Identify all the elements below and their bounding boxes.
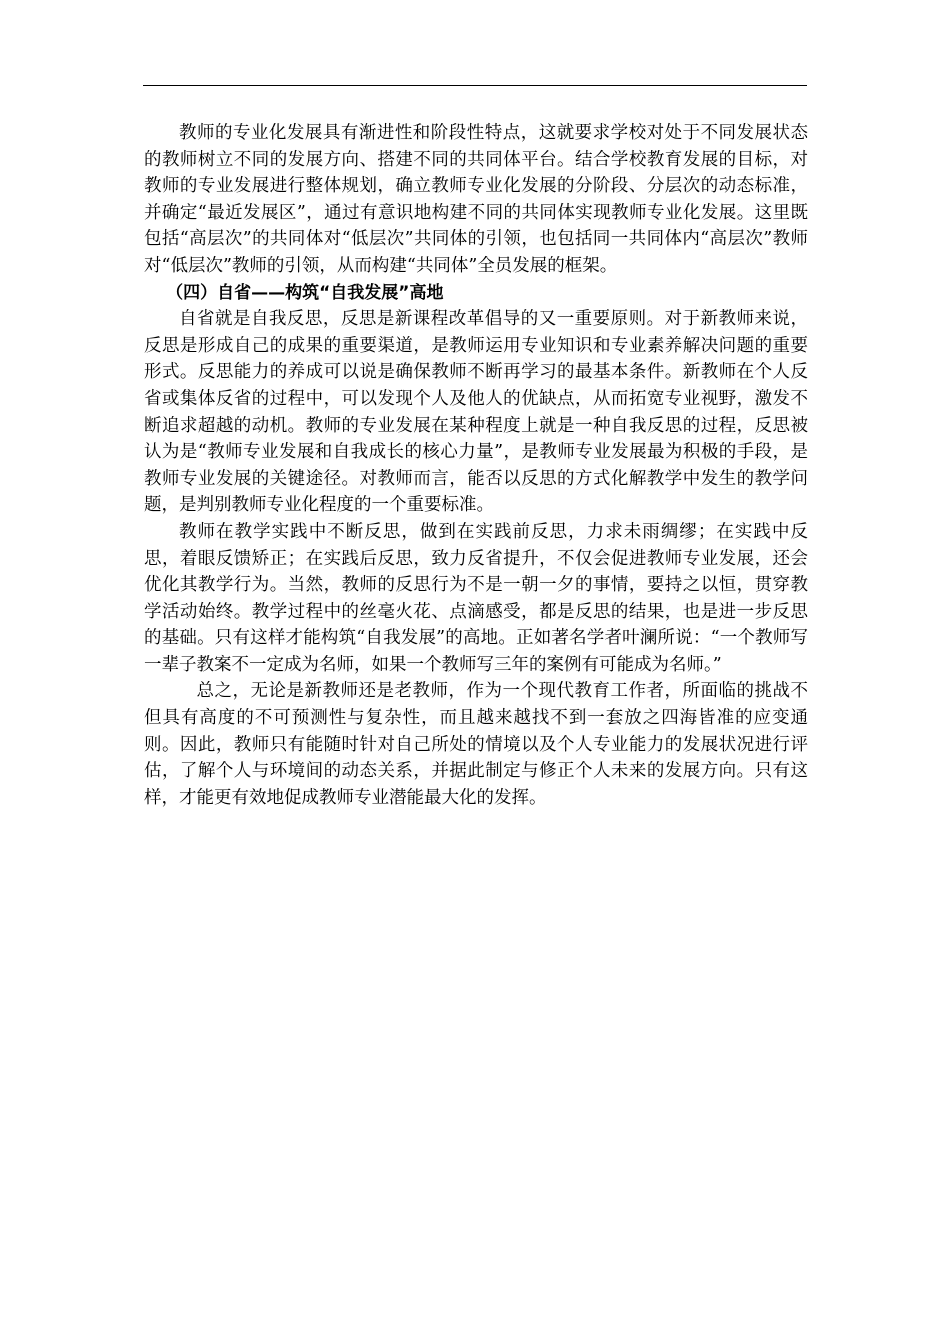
paragraph-conclusion: 总之，无论是新教师还是老教师，作为一个现代教育工作者，所面临的挑战不但具有高度的不可预测性与复杂性，而且越来越找不到一套放之四海皆准的应变通则。因此，教师只有能随时针对自己所处的情境以及个人专业能力的发展状况进行评估，了解个人与环境间的动态关系，并据此制定与修正个人未来的发展方向。只有这样，才能更有效地促成教师专业潜能最大化的发挥。 xyxy=(144,681,808,808)
document-body xyxy=(144,120,808,811)
paragraph-self-reflection: 自省就是自我反思，反思是新课程改革倡导的又一重要原则。对于新教师来说，反思是形成自己的成果的重要渠道，是教师运用专业知识和专业素养解决问题的重要形式。反思能力的养成可以说是确保教师不断再学习的最基本条件。新教师在个人反省或集体反省的过程中，可以发现个人及他人的优缺点，从而拓宽专业视野，激发不断追求超越的动机。教师的专业发展在某种程度上就是一种自我反思的过程，反思被认为是“教师专业发展和自我成长的核心力量”，是教师专业发展最为积极的手段，是教师专业发展的关键途径。对教师而言，能否以反思的方式化解教学中发生的教学问题，是判别教师专业化程度的一个重要标准。 xyxy=(144,309,808,516)
paragraph-professional-development: 教师的专业化发展具有渐进性和阶段性特点，这就要求学校对处于不同发展状态的教师树立不同的发展方向、搭建不同的共同体平台。结合学校教育发展的目标，对教师的专业发展进行整体规划，确立教师专业化发展的分阶段、分层次的动态标准，并确定“最近发展区”，通过有意识地构建不同的共同体实现教师专业化发展。这里既包括“高层次”的共同体对“低层次”共同体的引领，也包括同一共同体内“高层次”教师对“低层次”教师的引领，从而构建“共同体”全员发展的框架。 xyxy=(144,123,808,276)
section-heading-self-reflection: （四）自省——构筑“自我发展”高地 xyxy=(166,282,444,303)
paragraph-reflection-practice: 教师在教学实践中不断反思，做到在实践前反思，力求未雨绸缪；在实践中反思，着眼反馈矫正；在实践后反思，致力反省提升，不仅会促进教师专业发展，还会优化其教学行为。当然，教师的反思行为不是一朝一夕的事情，要持之以恒，贯穿教学活动始终。教学过程中的丝毫火花、点滴感受，都是反思的结果，也是进一步反思的基础。只有这样才能构筑“自我发展”的高地。正如著名学者叶澜所说：“一个教师写一辈子教案不一定成为名师，如果一个教师写三年的案例有可能成为名师。” xyxy=(144,521,808,675)
header-rule xyxy=(143,85,807,86)
